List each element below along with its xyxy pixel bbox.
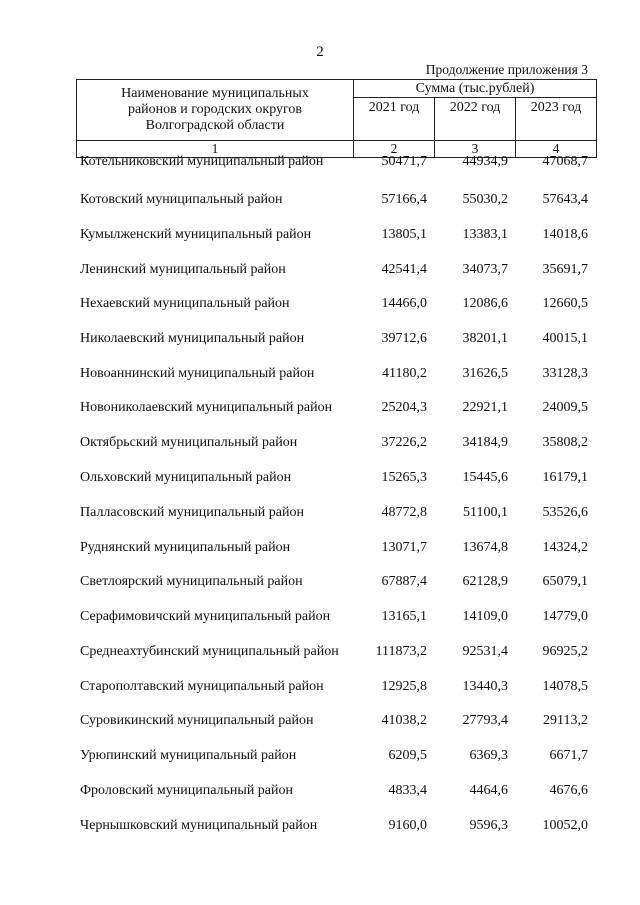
table-row xyxy=(0,783,640,803)
value-2021: 41038,2 xyxy=(381,713,427,728)
district-name: Ольховский муниципальный район xyxy=(80,470,292,485)
value-2021: 14466,0 xyxy=(381,296,427,311)
value-2021: 50471,7 xyxy=(381,154,427,169)
district-name: Руднянский муниципальный район xyxy=(80,540,291,555)
header-name-line: Наименование муниципальных xyxy=(121,86,309,101)
table-row xyxy=(0,470,640,490)
header-sum: Сумма (тыс.рублей) xyxy=(354,80,597,98)
district-name: Кумылженский муниципальный район xyxy=(80,227,312,242)
value-2021: 37226,2 xyxy=(381,435,427,450)
district-name: Фроловский муниципальный район xyxy=(80,783,294,798)
value-2022: 15445,6 xyxy=(462,470,508,485)
table-row xyxy=(0,296,640,316)
district-name: Котовский муниципальный район xyxy=(80,192,283,207)
value-2022: 13440,3 xyxy=(462,679,508,694)
value-2022: 34073,7 xyxy=(462,262,508,277)
column-number: 4 xyxy=(516,141,597,158)
value-2021: 9160,0 xyxy=(388,818,427,833)
value-2022: 9596,3 xyxy=(469,818,508,833)
value-2022: 27793,4 xyxy=(462,713,508,728)
column-number: 3 xyxy=(435,141,516,158)
table-row xyxy=(0,713,640,733)
district-name: Светлоярский муниципальный район xyxy=(80,574,303,589)
table-row xyxy=(0,505,640,525)
appendix-note: Продолжение приложения 3 xyxy=(425,62,588,77)
value-2023: 35808,2 xyxy=(542,435,588,450)
value-2022: 22921,1 xyxy=(462,400,508,415)
district-name: Серафимовичский муниципальный район xyxy=(80,609,331,624)
value-2021: 13071,7 xyxy=(381,540,427,555)
header-year-2021: 2021 год xyxy=(354,98,435,141)
value-2023: 10052,0 xyxy=(542,818,588,833)
value-2023: 29113,2 xyxy=(543,713,588,728)
value-2023: 14018,6 xyxy=(542,227,588,242)
district-name: Октябрьский муниципальный район xyxy=(80,435,298,450)
table-row xyxy=(0,366,640,386)
page-number: 2 xyxy=(316,44,324,60)
value-2022: 4464,6 xyxy=(469,783,508,798)
header-name-cell xyxy=(77,80,354,141)
value-2023: 14779,0 xyxy=(542,609,588,624)
value-2022: 62128,9 xyxy=(462,574,508,589)
district-name: Урюпинский муниципальный район xyxy=(80,748,297,763)
value-2021: 25204,3 xyxy=(381,400,427,415)
value-2023: 53526,6 xyxy=(542,505,588,520)
district-name: Ленинский муниципальный район xyxy=(80,262,286,277)
table-row xyxy=(0,400,640,420)
value-2021: 13805,1 xyxy=(381,227,427,242)
value-2021: 6209,5 xyxy=(388,748,427,763)
value-2023: 47068,7 xyxy=(542,154,588,169)
value-2023: 14324,2 xyxy=(542,540,588,555)
value-2021: 42541,4 xyxy=(381,262,427,277)
header-name-line: Волгоградской области xyxy=(145,118,285,133)
value-2022: 51100,1 xyxy=(463,505,508,520)
value-2022: 13674,8 xyxy=(462,540,508,555)
value-2022: 31626,5 xyxy=(462,366,508,381)
value-2023: 96925,2 xyxy=(542,644,588,659)
district-name: Чернышковский муниципальный район xyxy=(80,818,318,833)
value-2021: 4833,4 xyxy=(388,783,427,798)
header-year-2023: 2023 год xyxy=(516,98,597,141)
value-2021: 41180,2 xyxy=(382,366,427,381)
value-2021: 15265,3 xyxy=(381,470,427,485)
value-2023: 57643,4 xyxy=(542,192,588,207)
district-name: Котельниковский муниципальный район xyxy=(80,154,324,169)
table-row xyxy=(0,679,640,699)
district-name: Суровикинский муниципальный район xyxy=(80,713,314,728)
header-year-2022: 2022 год xyxy=(435,98,516,141)
district-name: Палласовский муниципальный район xyxy=(80,505,304,520)
value-2023: 40015,1 xyxy=(542,331,588,346)
column-number: 1 xyxy=(77,141,354,158)
value-2023: 24009,5 xyxy=(542,400,588,415)
value-2023: 65079,1 xyxy=(542,574,588,589)
value-2023: 4676,6 xyxy=(549,783,588,798)
district-name: Среднеахтубинский муниципальный район xyxy=(80,644,339,659)
table-row xyxy=(0,262,640,282)
table-row xyxy=(0,227,640,247)
value-2023: 12660,5 xyxy=(542,296,588,311)
table-row xyxy=(0,818,640,838)
table-row xyxy=(0,435,640,455)
table-row xyxy=(0,154,640,174)
value-2023: 35691,7 xyxy=(542,262,588,277)
value-2022: 92531,4 xyxy=(462,644,508,659)
table-header xyxy=(76,79,597,158)
value-2022: 12086,6 xyxy=(462,296,508,311)
value-2021: 57166,4 xyxy=(381,192,427,207)
table-row xyxy=(0,540,640,560)
district-name: Новониколаевский муниципальный район xyxy=(80,400,333,415)
header-name-line: районов и городских округов xyxy=(127,102,303,117)
column-number: 2 xyxy=(354,141,435,158)
table-row xyxy=(0,192,640,212)
value-2023: 6671,7 xyxy=(549,748,588,763)
value-2022: 14109,0 xyxy=(462,609,508,624)
district-name: Старополтавский муниципальный район xyxy=(80,679,324,694)
value-2022: 34184,9 xyxy=(462,435,508,450)
value-2021: 12925,8 xyxy=(381,679,427,694)
value-2023: 14078,5 xyxy=(542,679,588,694)
value-2022: 6369,3 xyxy=(469,748,508,763)
value-2022: 55030,2 xyxy=(462,192,508,207)
district-name: Нехаевский муниципальный район xyxy=(80,296,290,311)
table-row xyxy=(0,574,640,594)
value-2023: 33128,3 xyxy=(542,366,588,381)
value-2021: 48772,8 xyxy=(381,505,427,520)
value-2023: 16179,1 xyxy=(542,470,588,485)
value-2022: 13383,1 xyxy=(462,227,508,242)
table-row xyxy=(0,748,640,768)
value-2021: 39712,6 xyxy=(381,331,427,346)
value-2022: 38201,1 xyxy=(462,331,508,346)
value-2022: 44934,9 xyxy=(462,154,508,169)
table-row xyxy=(0,331,640,351)
value-2021: 67887,4 xyxy=(381,574,427,589)
table-row xyxy=(0,609,640,629)
district-name: Николаевский муниципальный район xyxy=(80,331,305,346)
district-name: Новоаннинский муниципальный район xyxy=(80,366,315,381)
table-row xyxy=(0,644,640,664)
value-2021: 13165,1 xyxy=(381,609,427,624)
value-2021: 111873,2 xyxy=(375,644,427,659)
